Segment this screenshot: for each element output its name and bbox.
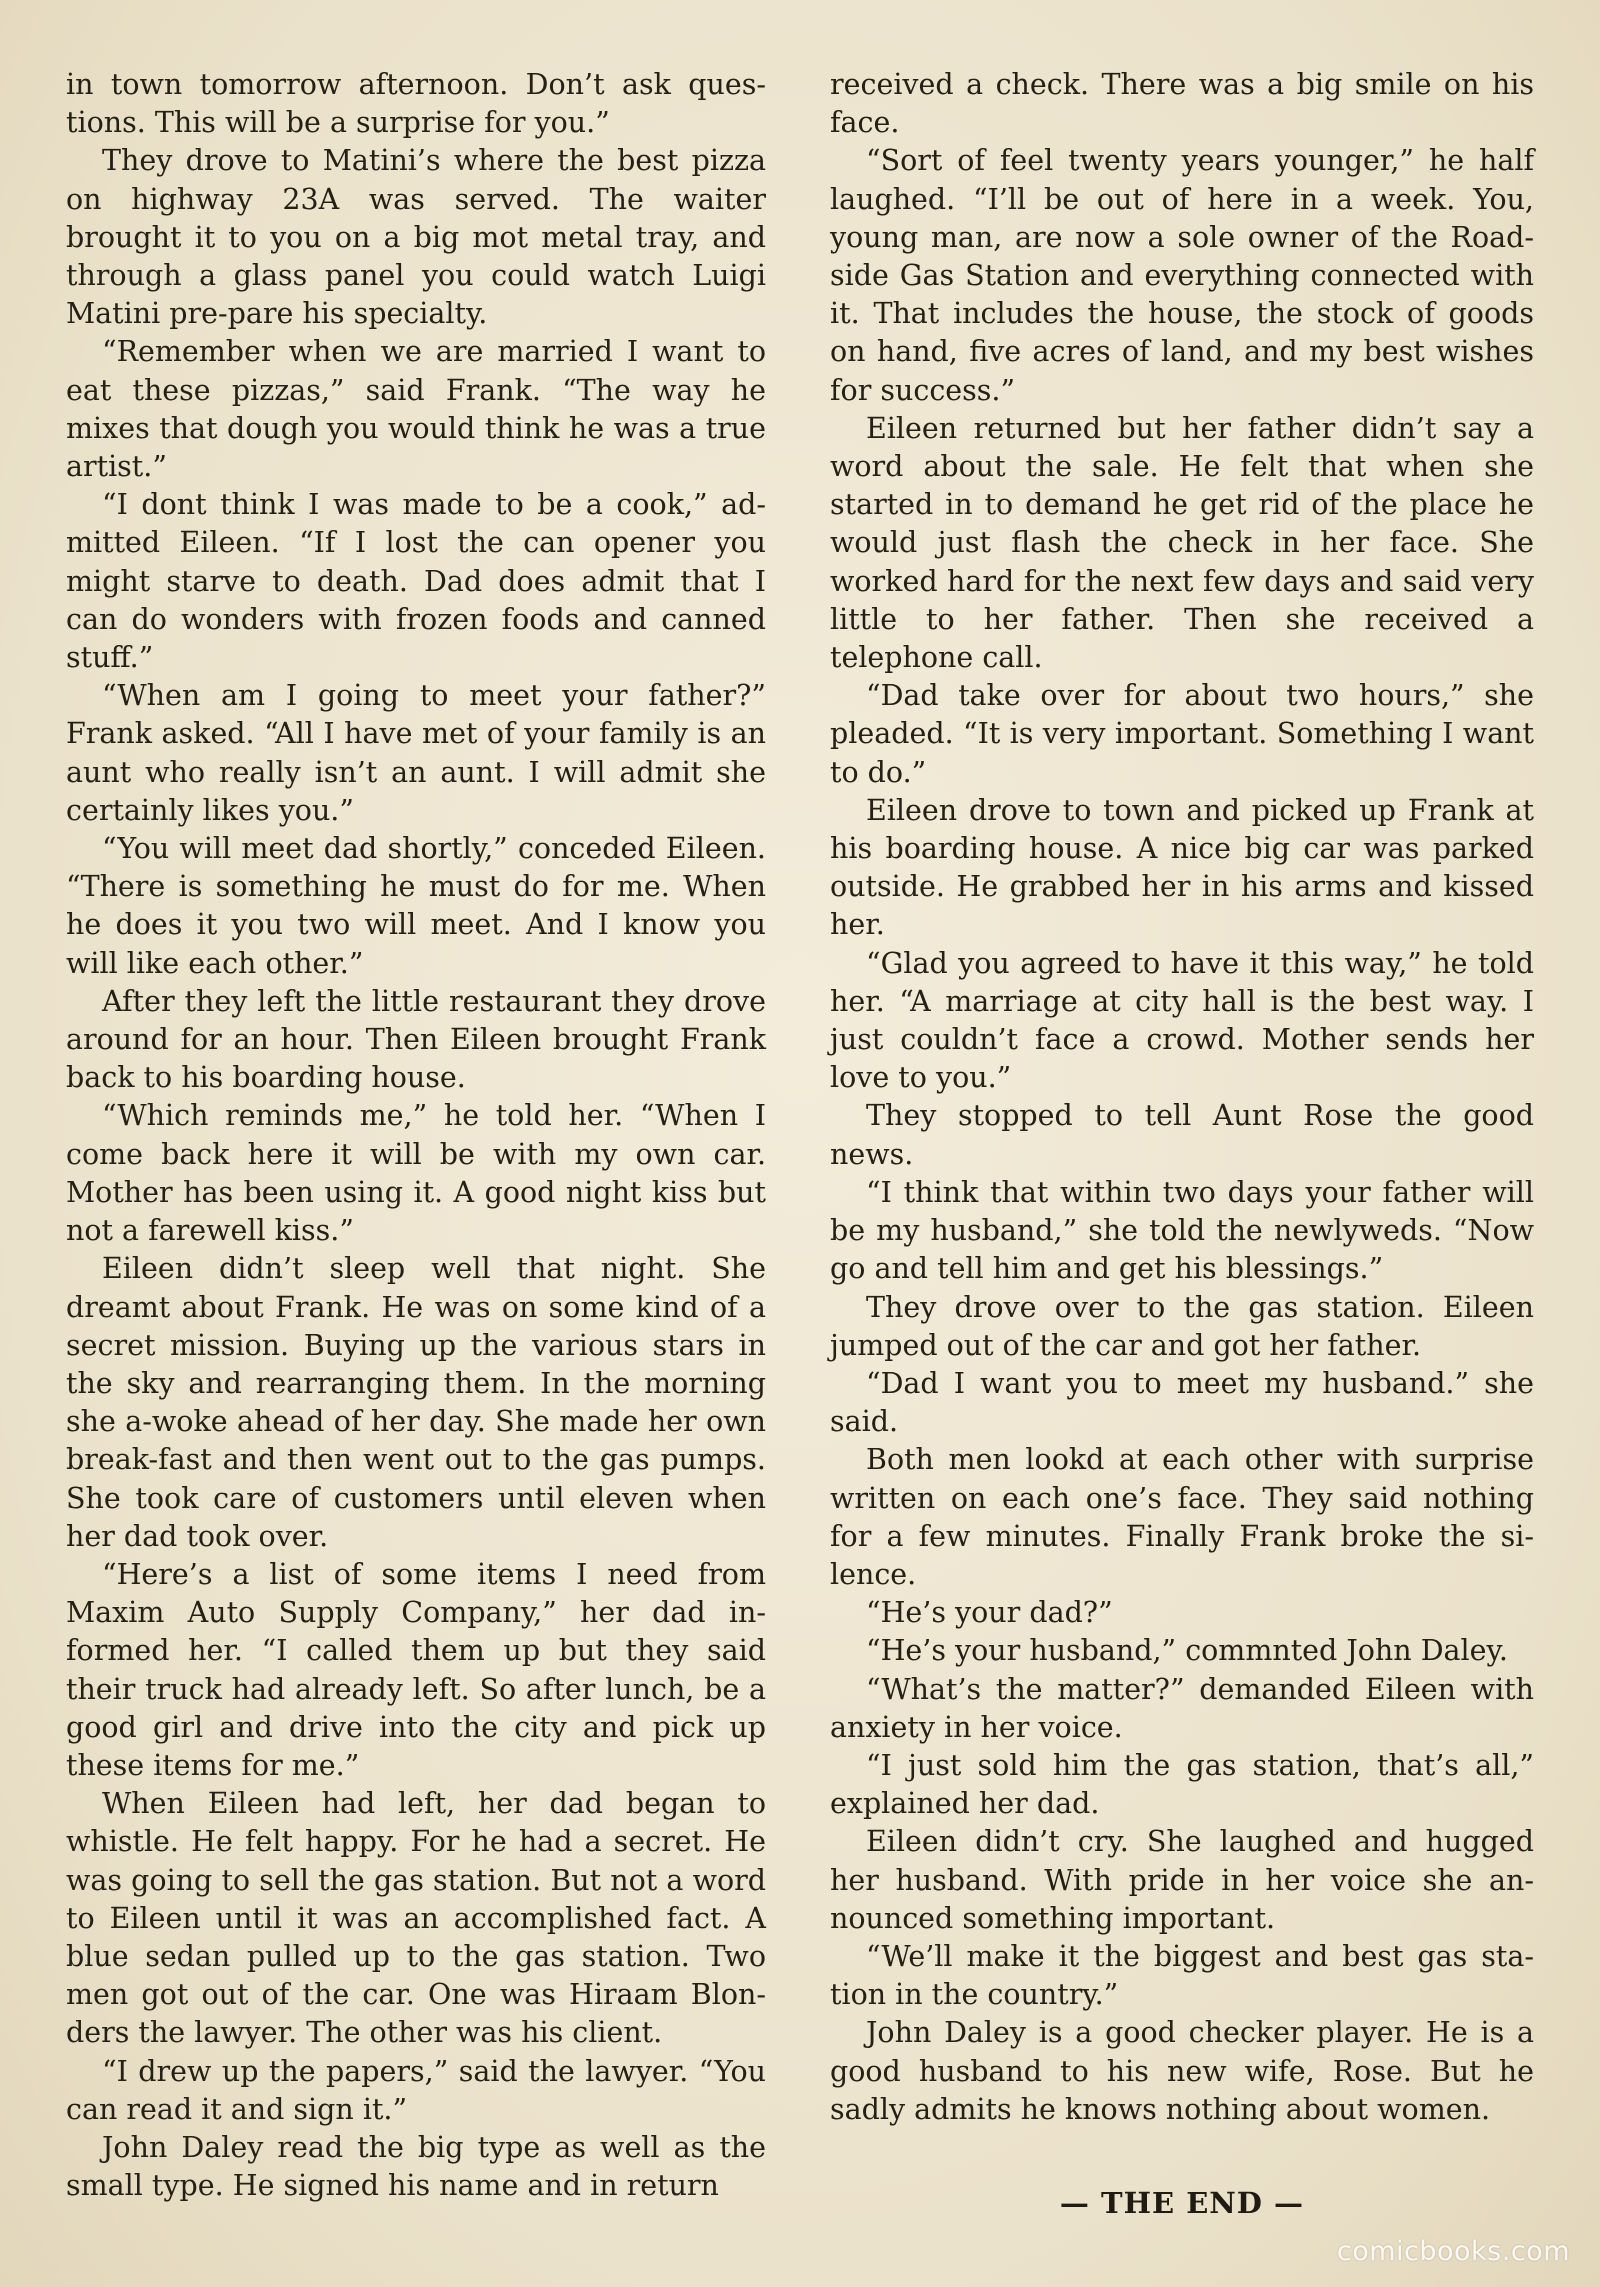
site-watermark: comicbooks.com [1336, 2236, 1570, 2267]
story-paragraph: “Which reminds me,” he told her. “When I come back here it will be with my own car. Mother has been using it. A good night kiss but not a farewell kiss.” [66, 1099, 766, 1248]
story-paragraph: received a check. There was a big smile on his face. [830, 68, 1534, 140]
story-paragraph: Eileen returned but her father didn’t say a word about the sale. He felt that when she started in to demand he get rid of the place he would just flash the check in her face. She worked hard for the next few days and said very little to her father. Then she received a telephone call. [830, 411, 1534, 675]
story-paragraph: “Glad you agreed to have it this way,” he told her. “A marriage at city hall is the best way. I just couldn’t face a crowd. Mother sends her love to you.” [830, 946, 1534, 1095]
story-paragraph: “Here’s a list of some items I need from Maxim Auto Supply Company,” her dad in-formed her. “I called them up but they said their truck had already left. So after lunch, be a good girl and drive into the city and pick up these items for me.” [66, 1557, 766, 1782]
story-paragraph: They drove to Matini’s where the best pizza on highway 23A was served. The waiter brought it to you on a big mot metal tray, and through a glass panel you could watch Luigi Matini pre-pare his specialty. [66, 144, 766, 331]
story-paragraph: “Dad I want you to meet my husband.” she said. [830, 1366, 1534, 1439]
story-paragraph: Eileen didn’t sleep well that night. She dreamt about Frank. He was on some kind of a secret mission. Buying up the various stars in the sky and rearranging them. In the morning she a-woke ahead of her day. She made her own break-fast and then went out to the gas pumps. She took care of customers until eleven when her dad took over. [66, 1252, 766, 1553]
story-paragraph: “I dont think I was made to be a cook,” ad-mitted Eileen. “If I lost the can opener you might starve to death. Dad does admit that I can do wonders with frozen foods and canned stuff.” [66, 488, 766, 675]
story-paragraph: “I drew up the papers,” said the lawyer. “You can read it and sign it.” [66, 2054, 766, 2126]
story-paragraph: “He’s your husband,” commnted John Daley. [866, 1634, 1508, 1668]
story-paragraph: They stopped to tell Aunt Rose the good news. [830, 1099, 1534, 1171]
left-text-column [66, 66, 766, 2205]
story-paragraph: “When am I going to meet your father?” Frank asked. “All I have met of your family is an aunt who really isn’t an aunt. I will admit she certainly likes you.” [66, 679, 766, 827]
story-paragraph: Both men lookd at each other with surprise written on each one’s face. They said nothing for a few minutes. Finally Frank broke the si-lence. [830, 1443, 1534, 1591]
story-paragraph: “I think that within two days your father will be my husband,” she told the newlyweds. “Now go and tell him and get his blessings.” [830, 1175, 1534, 1286]
story-paragraph: “Sort of feel twenty years younger,” he half laughed. “I’ll be out of here in a week. You, young man, are now a sole owner of the Road-side Gas Station and everything connected with it. That includes the house, the stock of goods on hand, five acres of land, and my best wishes for success.” [830, 144, 1534, 407]
story-paragraph: “What’s the matter?” demanded Eileen with anxiety in her voice. [830, 1672, 1534, 1744]
story-paragraph: After they left the little restaurant they drove around for an hour. Then Eileen brought Frank back to his boarding house. [66, 984, 766, 1095]
story-paragraph: When Eileen had left, her dad began to whistle. He felt happy. For he had a secret. He was going to sell the gas station. But not a word to Eileen until it was an accomplished fact. A blue sedan pulled up to the gas station. Two men got out of the car. One was Hiraam Blon-ders the lawyer. The other was his client. [66, 1787, 766, 2050]
story-paragraph: They drove over to the gas station. Eileen jumped out of the car and got her father. [830, 1290, 1534, 1362]
story-paragraph: “You will meet dad shortly,” conceded Eileen. “There is something he must do for me. When he does it you two will meet. And I know you will like each other.” [66, 832, 766, 980]
the-end-mark: — THE END — [1059, 2186, 1305, 2220]
story-paragraph: in town tomorrow afternoon. Don’t ask ques-tions. This will be a surprise for you.” [66, 68, 766, 140]
right-text-column [830, 66, 1534, 2129]
story-paragraph: Eileen drove to town and picked up Frank at his boarding house. A nice big car was parked outside. He grabbed her in his arms and kissed her. [830, 793, 1534, 942]
story-paragraph: “I just sold him the gas station, that’s all,” explained her dad. [830, 1748, 1534, 1821]
story-paragraph: John Daley read the big type as well as the small type. He signed his name and in return [66, 2130, 766, 2203]
story-paragraph: “He’s your dad?” [866, 1596, 1113, 1630]
story-paragraph: “We’ll make it the biggest and best gas sta-tion in the country.” [830, 1939, 1534, 2012]
story-paragraph: “Dad take over for about two hours,” she pleaded. “It is very important. Something I want to do.” [830, 679, 1534, 789]
story-paragraph: John Daley is a good checker player. He is a good husband to his new wife, Rose. But he sadly admits he knows nothing about women. [830, 2016, 1534, 2126]
story-paragraph: “Remember when we are married I want to eat these pizzas,” said Frank. “The way he mixes that dough you would think he was a true artist.” [66, 335, 766, 484]
story-paragraph: Eileen didn’t cry. She laughed and hugged her husband. With pride in her voice she an-nounced something important. [830, 1825, 1534, 1935]
